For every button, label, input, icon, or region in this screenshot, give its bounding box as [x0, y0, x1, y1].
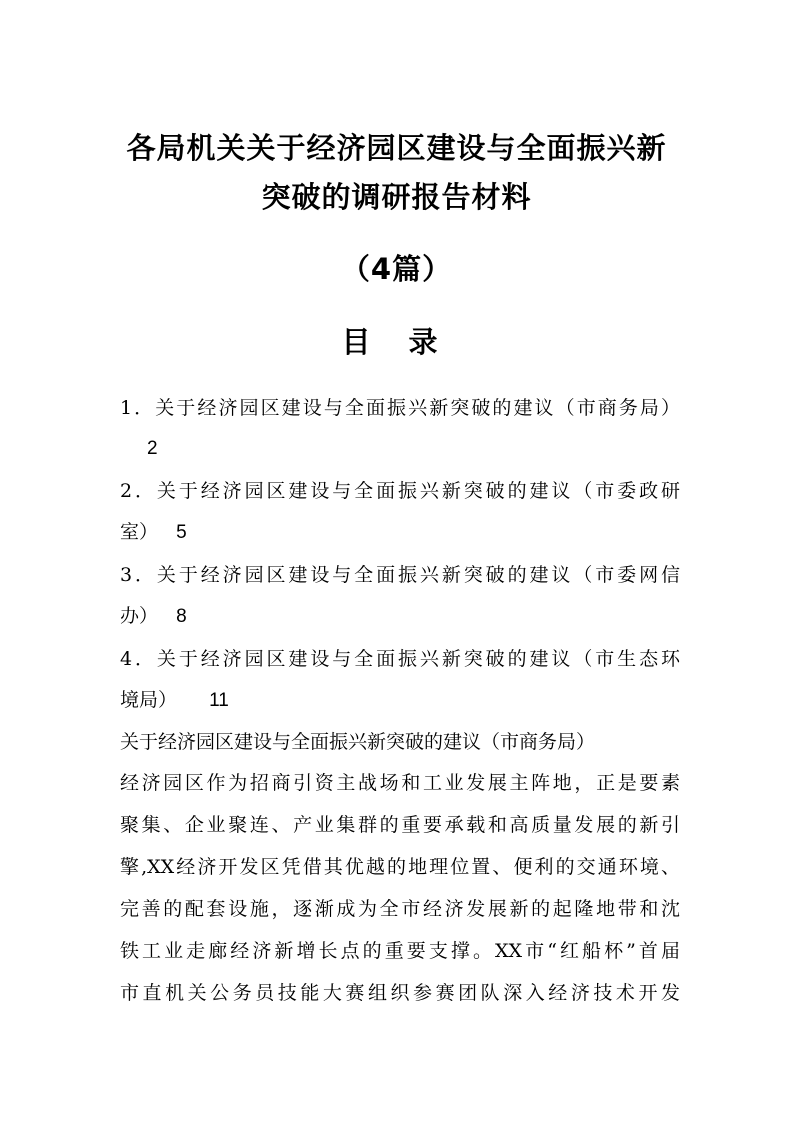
- toc-entry-1-text[interactable]: 1．关于经济园区建设与全面振兴新突破的建议（市商务局）: [120, 397, 680, 419]
- toc-entry-4-text[interactable]: 4．关于经济园区建设与全面振兴新突破的建议（市生态环: [120, 648, 680, 670]
- toc-entry-4-cont: [120, 688, 680, 713]
- toc-entry-4-page: 11: [209, 690, 229, 711]
- toc-entry-2-page: 5: [176, 522, 187, 543]
- document-title-line1: 各局机关关于经济园区建设与全面振兴新: [126, 131, 667, 165]
- article-line-6: 市直机关公务员技能大赛组织参赛团队深入经济技术开发: [120, 982, 680, 1004]
- toc-entry-2-text-cont: 室）: [120, 521, 159, 543]
- document-title-line2: 突破的调研报告材料: [261, 180, 532, 214]
- toc-entry-4-text-cont: 境局）: [120, 689, 178, 711]
- toc-entry-3-text-cont: 办）: [120, 605, 159, 627]
- article-heading: 关于经济园区建设与全面振兴新突破的建议（市商务局）: [120, 731, 596, 753]
- toc-entry-3-cont: [120, 604, 680, 629]
- article-line-3: 擎,XX经济开发区凭借其优越的地理位置、便利的交通环境、: [120, 856, 680, 878]
- document-count-label: （4篇）: [340, 252, 453, 286]
- toc-entry-1-page: 2: [147, 438, 158, 459]
- article-line-2: 聚集、企业聚连、产业集群的重要承载和高质量发展的新引: [120, 814, 680, 836]
- article-line-5: 铁工业走廊经济新增长点的重要支撑。XX市“红船杯”首届: [120, 940, 680, 962]
- toc-entry-2-text[interactable]: 2．关于经济园区建设与全面振兴新突破的建议（市委政研: [120, 480, 680, 502]
- article-line-1: 经济园区作为招商引资主战场和工业发展主阵地，正是要素: [120, 772, 680, 794]
- article-line-4: 完善的配套设施，逐渐成为全市经济发展新的起隆地带和沈: [120, 898, 680, 920]
- toc-heading: 目 录: [341, 325, 452, 359]
- toc-entry-3-text[interactable]: 3．关于经济园区建设与全面振兴新突破的建议（市委网信: [120, 564, 680, 586]
- toc-entry-3-page: 8: [176, 606, 187, 627]
- toc-entry-2-cont: [120, 520, 680, 545]
